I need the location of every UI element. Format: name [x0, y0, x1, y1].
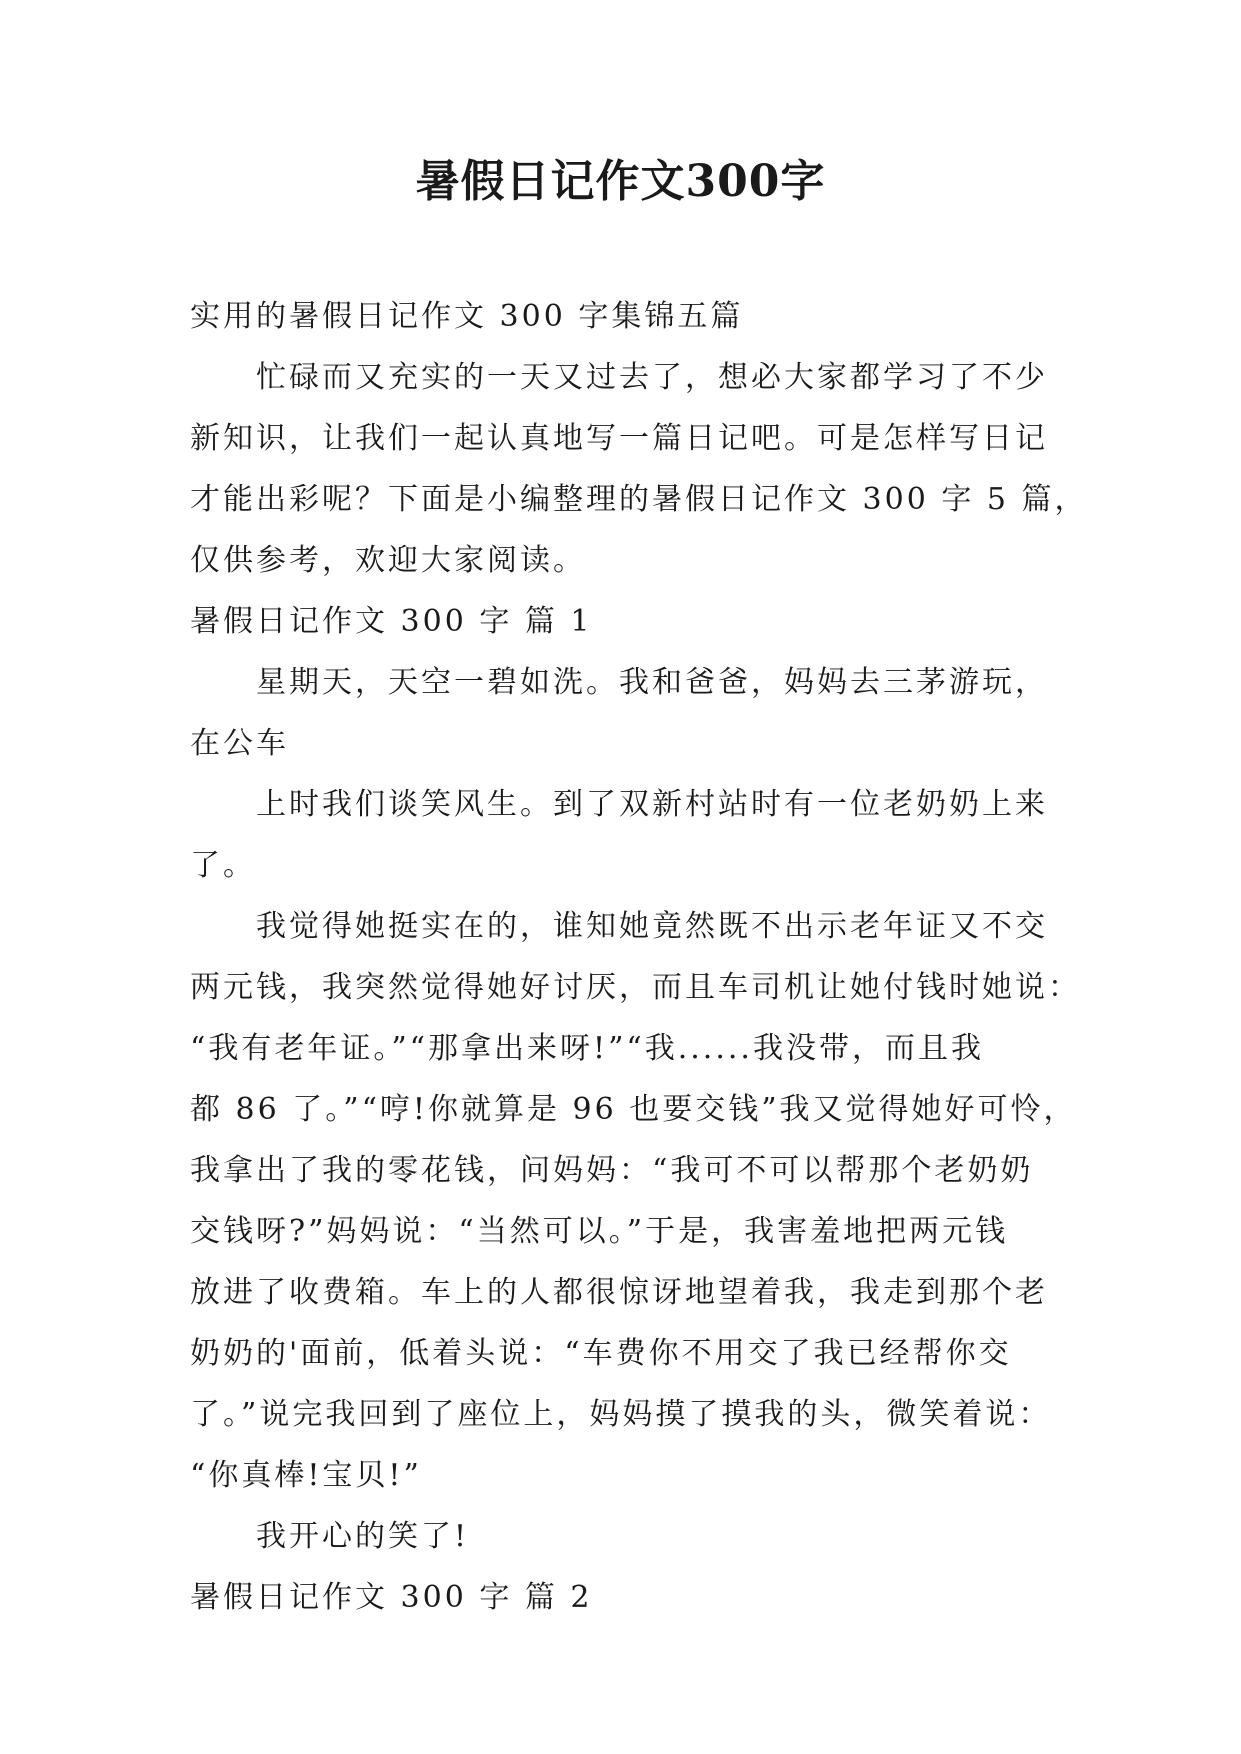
section-heading: 暑假日记作文 300 字 篇 2	[190, 1580, 593, 1615]
text-line: 上时我们谈笑风生。到了双新村站时有一位老奶奶上来	[256, 787, 1048, 822]
text-line: 了。”说完我回到了座位上，妈妈摸了摸我的头，微笑着说：	[190, 1397, 1052, 1432]
text-line: 忙碌而又充实的一天又过去了，想必大家都学习了不少	[256, 360, 1048, 395]
text-line: 了。	[190, 848, 256, 883]
text-line: 两元钱，我突然觉得她好讨厌，而且车司机让她付钱时她说：	[190, 970, 1081, 1005]
text-line: “你真棒!宝贝!”	[190, 1458, 422, 1493]
text-line: 实用的暑假日记作文 300 字集锦五篇	[190, 299, 744, 334]
text-line: 我开心的笑了!	[256, 1519, 470, 1554]
section-heading: 暑假日记作文 300 字 篇 1	[190, 604, 593, 639]
document-title: 暑假日记作文300字	[415, 156, 826, 207]
text-line: 我拿出了我的零花钱，问妈妈：“我可不可以帮那个老奶奶	[190, 1153, 1034, 1188]
text-line: 奶奶的'面前，低着头说：“车费你不用交了我已经帮你交	[190, 1336, 1012, 1371]
text-line: 星期天，天空一碧如洗。我和爸爸，妈妈去三茅游玩，	[256, 665, 1048, 700]
text-line: 在公车	[190, 726, 289, 761]
text-line: 才能出彩呢？下面是小编整理的暑假日记作文 300 字 5 篇，	[190, 482, 1088, 517]
text-line: 交钱呀?”妈妈说：“当然可以。”于是，我害羞地把两元钱	[190, 1214, 1009, 1249]
text-line: 新知识，让我们一起认真地写一篇日记吧。可是怎样写日记	[190, 421, 1048, 456]
text-line: “我有老年证。”“那拿出来呀!”“我......我没带，而且我	[190, 1031, 984, 1066]
document-body	[190, 286, 1090, 1628]
text-line: 都 86 了。”“哼!你就算是 96 也要交钱”我又觉得她好可怜，	[190, 1092, 1077, 1127]
text-line: 放进了收费箱。车上的人都很惊讶地望着我，我走到那个老	[190, 1275, 1048, 1310]
text-line: 我觉得她挺实在的，谁知她竟然既不出示老年证又不交	[256, 909, 1048, 944]
text-line: 仅供参考，欢迎大家阅读。	[190, 543, 586, 578]
